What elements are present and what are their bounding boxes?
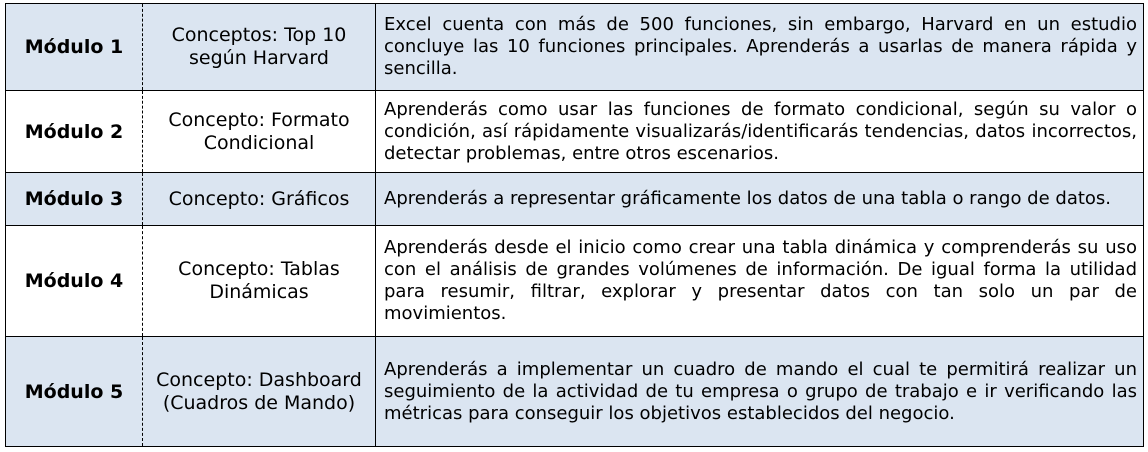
module-concept xyxy=(143,337,376,447)
concept-text: Concepto: Dashboard (Cuadros de Mando) xyxy=(156,368,362,414)
module-name: Módulo 5 xyxy=(6,337,143,447)
table-row xyxy=(6,4,1144,91)
concept-text: Concepto: Gráficos xyxy=(168,187,350,210)
concept-text: Concepto: Tablas Dinámicas xyxy=(178,258,340,303)
table-row xyxy=(6,226,1144,337)
modules-table xyxy=(5,3,1144,447)
module-concept xyxy=(143,173,376,226)
module-description: Excel cuenta con más de 500 funciones, sin embargo, Harvard en un estudio concluye las 10 funciones principales. Aprenderás a usarlas de manera rápida y sencilla. xyxy=(376,4,1144,91)
concept-text: Conceptos: Top 10 según Harvard xyxy=(171,24,347,69)
module-name: Módulo 4 xyxy=(6,226,143,337)
module-description: Aprenderás a implementar un cuadro de mando el cual te permitirá realizar un seguimiento de la actividad de tu empresa o grupo de trabajo e ir verificando las métricas para conseguir los objetivos establecidos del negocio. xyxy=(376,337,1144,447)
module-name: Módulo 2 xyxy=(6,91,143,173)
module-name: Módulo 1 xyxy=(6,4,143,91)
module-description: Aprenderás como usar las funciones de formato condicional, según su valor o condición, así rápidamente visualizarás/identificarás tendencias, datos incorrectos, detectar problemas, entre otros escenarios. xyxy=(376,91,1144,173)
module-concept xyxy=(143,4,376,91)
module-name: Módulo 3 xyxy=(6,173,143,226)
concept-text: Concepto: Formato Condicional xyxy=(168,108,350,154)
module-concept xyxy=(143,226,376,337)
table-row xyxy=(6,337,1144,447)
module-description: Aprenderás desde el inicio como crear una tabla dinámica y comprenderás su uso con el análisis de grandes volúmenes de información. De igual forma la utilidad para resumir, filtrar, explorar y presentar datos con tan solo un par de movimientos. xyxy=(376,226,1144,337)
table-row xyxy=(6,173,1144,226)
module-concept xyxy=(143,91,376,173)
table-row xyxy=(6,91,1144,173)
module-description: Aprenderás a representar gráficamente los datos de una tabla o rango de datos. xyxy=(376,173,1144,226)
